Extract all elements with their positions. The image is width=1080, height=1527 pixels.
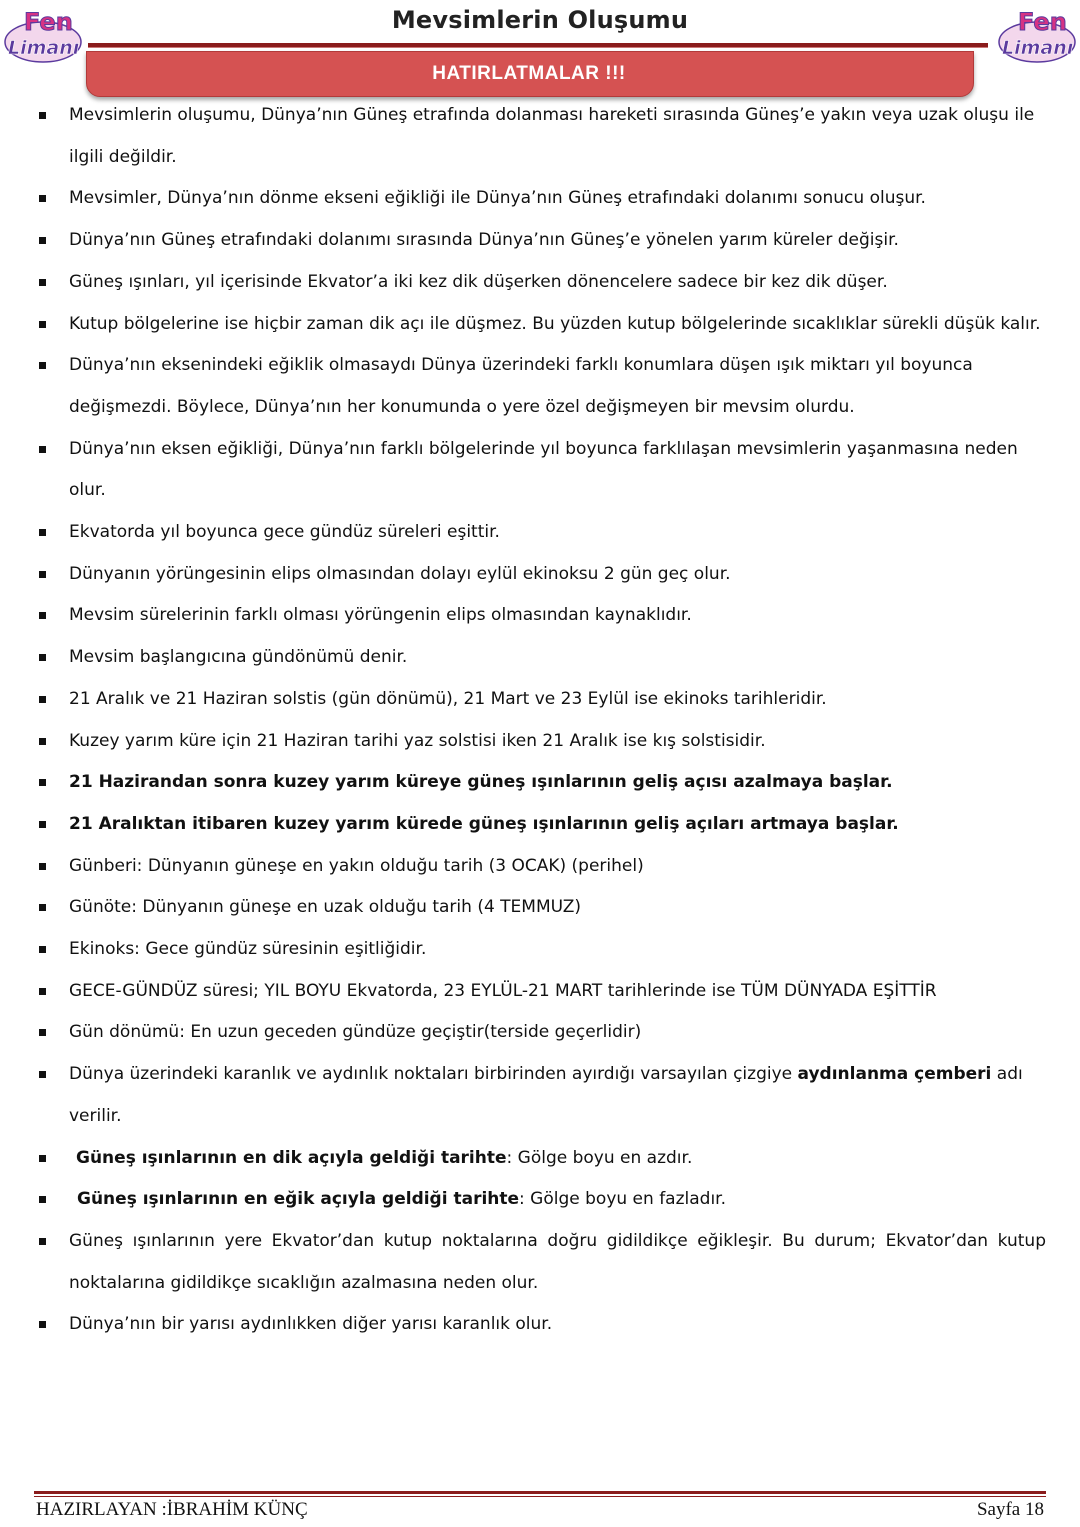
bullet-icon [39, 446, 46, 453]
footer-author: HAZIRLAYAN :İBRAHİM KÜNÇ [36, 1499, 308, 1520]
list-item-text: Dünya’nın eksenindeki eğiklik olmasaydı Dünya üzerindeki farklı konumlara düşen ışık miktarı yıl boyunca değişmezdi. Böylece, Dünya’nın her konumunda o yere özel değişmeyen bir mevsim olurdu. [69, 355, 973, 417]
list-item [36, 304, 1046, 346]
list-item [36, 178, 1046, 220]
list-item [36, 512, 1046, 554]
list-item-text: Günberi: Dünyanın güneşe en yakın olduğu tarih (3 OCAK) (perihel) [69, 855, 644, 876]
list-item [36, 262, 1046, 304]
bullet-icon [39, 1071, 46, 1078]
bullet-icon [39, 529, 46, 536]
bullet-icon [39, 863, 46, 870]
list-item-text-after: : Gölge boyu en fazladır. [519, 1189, 727, 1210]
list-item [36, 1179, 1046, 1221]
list-item [36, 1304, 1046, 1346]
list-item-text-after: adı verilir. [69, 1064, 1023, 1126]
list-item-text-bold: Güneş ışınlarının en dik açıyla geldiği tarihte [76, 1147, 507, 1168]
list-item [36, 679, 1046, 721]
list-item [36, 345, 1046, 428]
footer-page-number: Sayfa 18 [976, 1499, 1044, 1520]
list-item-text-bold: Güneş ışınlarının en eğik açıyla geldiği tarihte [77, 1189, 520, 1210]
bullet-icon [39, 946, 46, 953]
list-item-text: Mevsimler, Dünya’nın dönme ekseni eğikliği ile Dünya’nın Güneş etrafındaki dolanımı sonucu oluşur. [69, 188, 926, 209]
list-item [36, 721, 1046, 763]
list-item [36, 1054, 1046, 1137]
list-item-text: 21 Aralık ve 21 Haziran solstis (gün dönümü), 21 Mart ve 23 Eylül ise ekinoks tarihleridir. [69, 688, 827, 709]
list-item [36, 1221, 1046, 1304]
list-item-text: Kutup bölgelerine ise hiçbir zaman dik açı ile düşmez. Bu yüzden kutup bölgelerinde sıcaklıklar sürekli düşük kalır. [69, 313, 1041, 334]
list-item [36, 762, 1046, 804]
list-item [36, 929, 1046, 971]
header-divider [88, 43, 988, 48]
bullet-icon [39, 1321, 46, 1328]
bullet-icon [39, 112, 46, 119]
bullet-icon [39, 1238, 46, 1245]
bullet-icon [39, 696, 46, 703]
footer-divider [34, 1491, 1046, 1494]
reminder-list [36, 95, 1046, 1346]
bullet-icon [39, 279, 46, 286]
list-item [36, 595, 1046, 637]
bullet-icon [39, 612, 46, 619]
list-item-text: Güneş ışınları, yıl içerisinde Ekvator’a iki kez dik düşerken dönencelere sadece bir kez dik düşer. [69, 271, 888, 292]
list-item-text: Kuzey yarım küre için 21 Haziran tarihi yaz solstisi iken 21 Aralık ise kış solstisidir. [69, 730, 766, 751]
bullet-icon [39, 362, 46, 369]
bullet-icon [39, 1155, 46, 1162]
list-item [36, 1138, 1046, 1180]
list-item-text-bold: aydınlanma çemberi [797, 1064, 992, 1085]
list-item-text: Mevsim sürelerinin farklı olması yörüngenin elips olmasından kaynaklıdır. [69, 605, 692, 626]
bullet-icon [39, 1029, 46, 1036]
list-item-text: Günöte: Dünyanın güneşe en uzak olduğu tarih (4 TEMMUZ) [69, 897, 582, 918]
bullet-icon [39, 904, 46, 911]
list-item-text: Dünya’nın eksen eğikliği, Dünya’nın farklı bölgelerinde yıl boyunca farklılaşan mevsimlerin yaşanmasına neden olur. [69, 438, 1018, 501]
list-item-text: Güneş ışınlarının yere Ekvator’dan kutup noktalarına doğru gidildikçe eğikleşir. Bu durum; Ekvator’dan kutup noktalarına gidildikçe sıcaklığın azalmasına neden olur. [69, 1230, 1046, 1293]
bullet-icon [39, 988, 46, 995]
list-item [36, 1012, 1046, 1054]
list-item-text: Ekvatorda yıl boyunca gece gündüz süreleri eşittir. [69, 522, 500, 543]
list-item-text: 21 Hazirandan sonra kuzey yarım küreye güneş ışınlarının geliş açısı azalmaya başlar. [69, 772, 893, 793]
list-item-text: Gün dönümü: En uzun geceden gündüze geçiştir(terside geçerlidir) [69, 1022, 642, 1043]
list-item [36, 971, 1046, 1013]
list-item-text: Dünya’nın Güneş etrafındaki dolanımı sırasında Dünya’nın Güneş’e yönelen yarım küreler değişir. [69, 230, 899, 251]
page-title: Mevsimlerin Oluşumu [391, 6, 689, 34]
list-item-text: Mevsim başlangıcına gündönümü denir. [69, 647, 408, 668]
list-item [36, 846, 1046, 888]
list-item-text: Dünyanın yörüngesinin elips olmasından dolayı eylül ekinoksu 2 gün geç olur. [69, 563, 731, 584]
list-item-text: Ekinoks: Gece gündüz süresinin eşitliğidir. [69, 939, 427, 960]
logo-word-fen: Fen [1018, 8, 1067, 36]
list-item [36, 887, 1046, 929]
list-item-text: Mevsimlerin oluşumu, Dünya’nın Güneş etrafında dolanması hareketi sırasında Güneş’e yakın veya uzak oluşu ile ilgili değildir. [69, 105, 1035, 167]
list-item [36, 804, 1046, 846]
logo-word-limani: Limanı [8, 37, 80, 59]
list-item [36, 554, 1046, 596]
bullet-icon [39, 571, 46, 578]
list-item [36, 95, 1046, 178]
list-item-text: Dünya’nın bir yarısı aydınlıkken diğer yarısı karanlık olur. [69, 1314, 553, 1335]
bullet-icon [39, 237, 46, 244]
reminders-banner-label: HATIRLATMALAR !!! [432, 63, 626, 84]
footer-divider-thin [34, 1496, 1046, 1497]
list-item [36, 220, 1046, 262]
logo-word-fen: Fen [24, 8, 73, 36]
bullet-icon [39, 779, 46, 786]
list-item [36, 429, 1046, 512]
bullet-icon [39, 738, 46, 745]
list-item-text: 21 Aralıktan itibaren kuzey yarım kürede güneş ışınlarının geliş açıları artmaya başlar. [69, 813, 899, 834]
bullet-icon [39, 821, 46, 828]
logo-word-limani: Limanı [1002, 37, 1074, 59]
bullet-icon [39, 654, 46, 661]
list-item-text-after: : Gölge boyu en azdır. [506, 1147, 693, 1168]
list-item [36, 637, 1046, 679]
bullet-icon [39, 195, 46, 202]
list-item-text-before: Dünya üzerindeki karanlık ve aydınlık noktaları birbirinden ayırdığı varsayılan çizgiye [69, 1064, 798, 1085]
list-item-text: GECE-GÜNDÜZ süresi; YIL BOYU Ekvatorda, 23 EYLÜL-21 MART tarihlerinde ise TÜM DÜNYADA EŞİTTİR [69, 980, 937, 1001]
bullet-icon [39, 1196, 46, 1203]
bullet-icon [39, 321, 46, 328]
